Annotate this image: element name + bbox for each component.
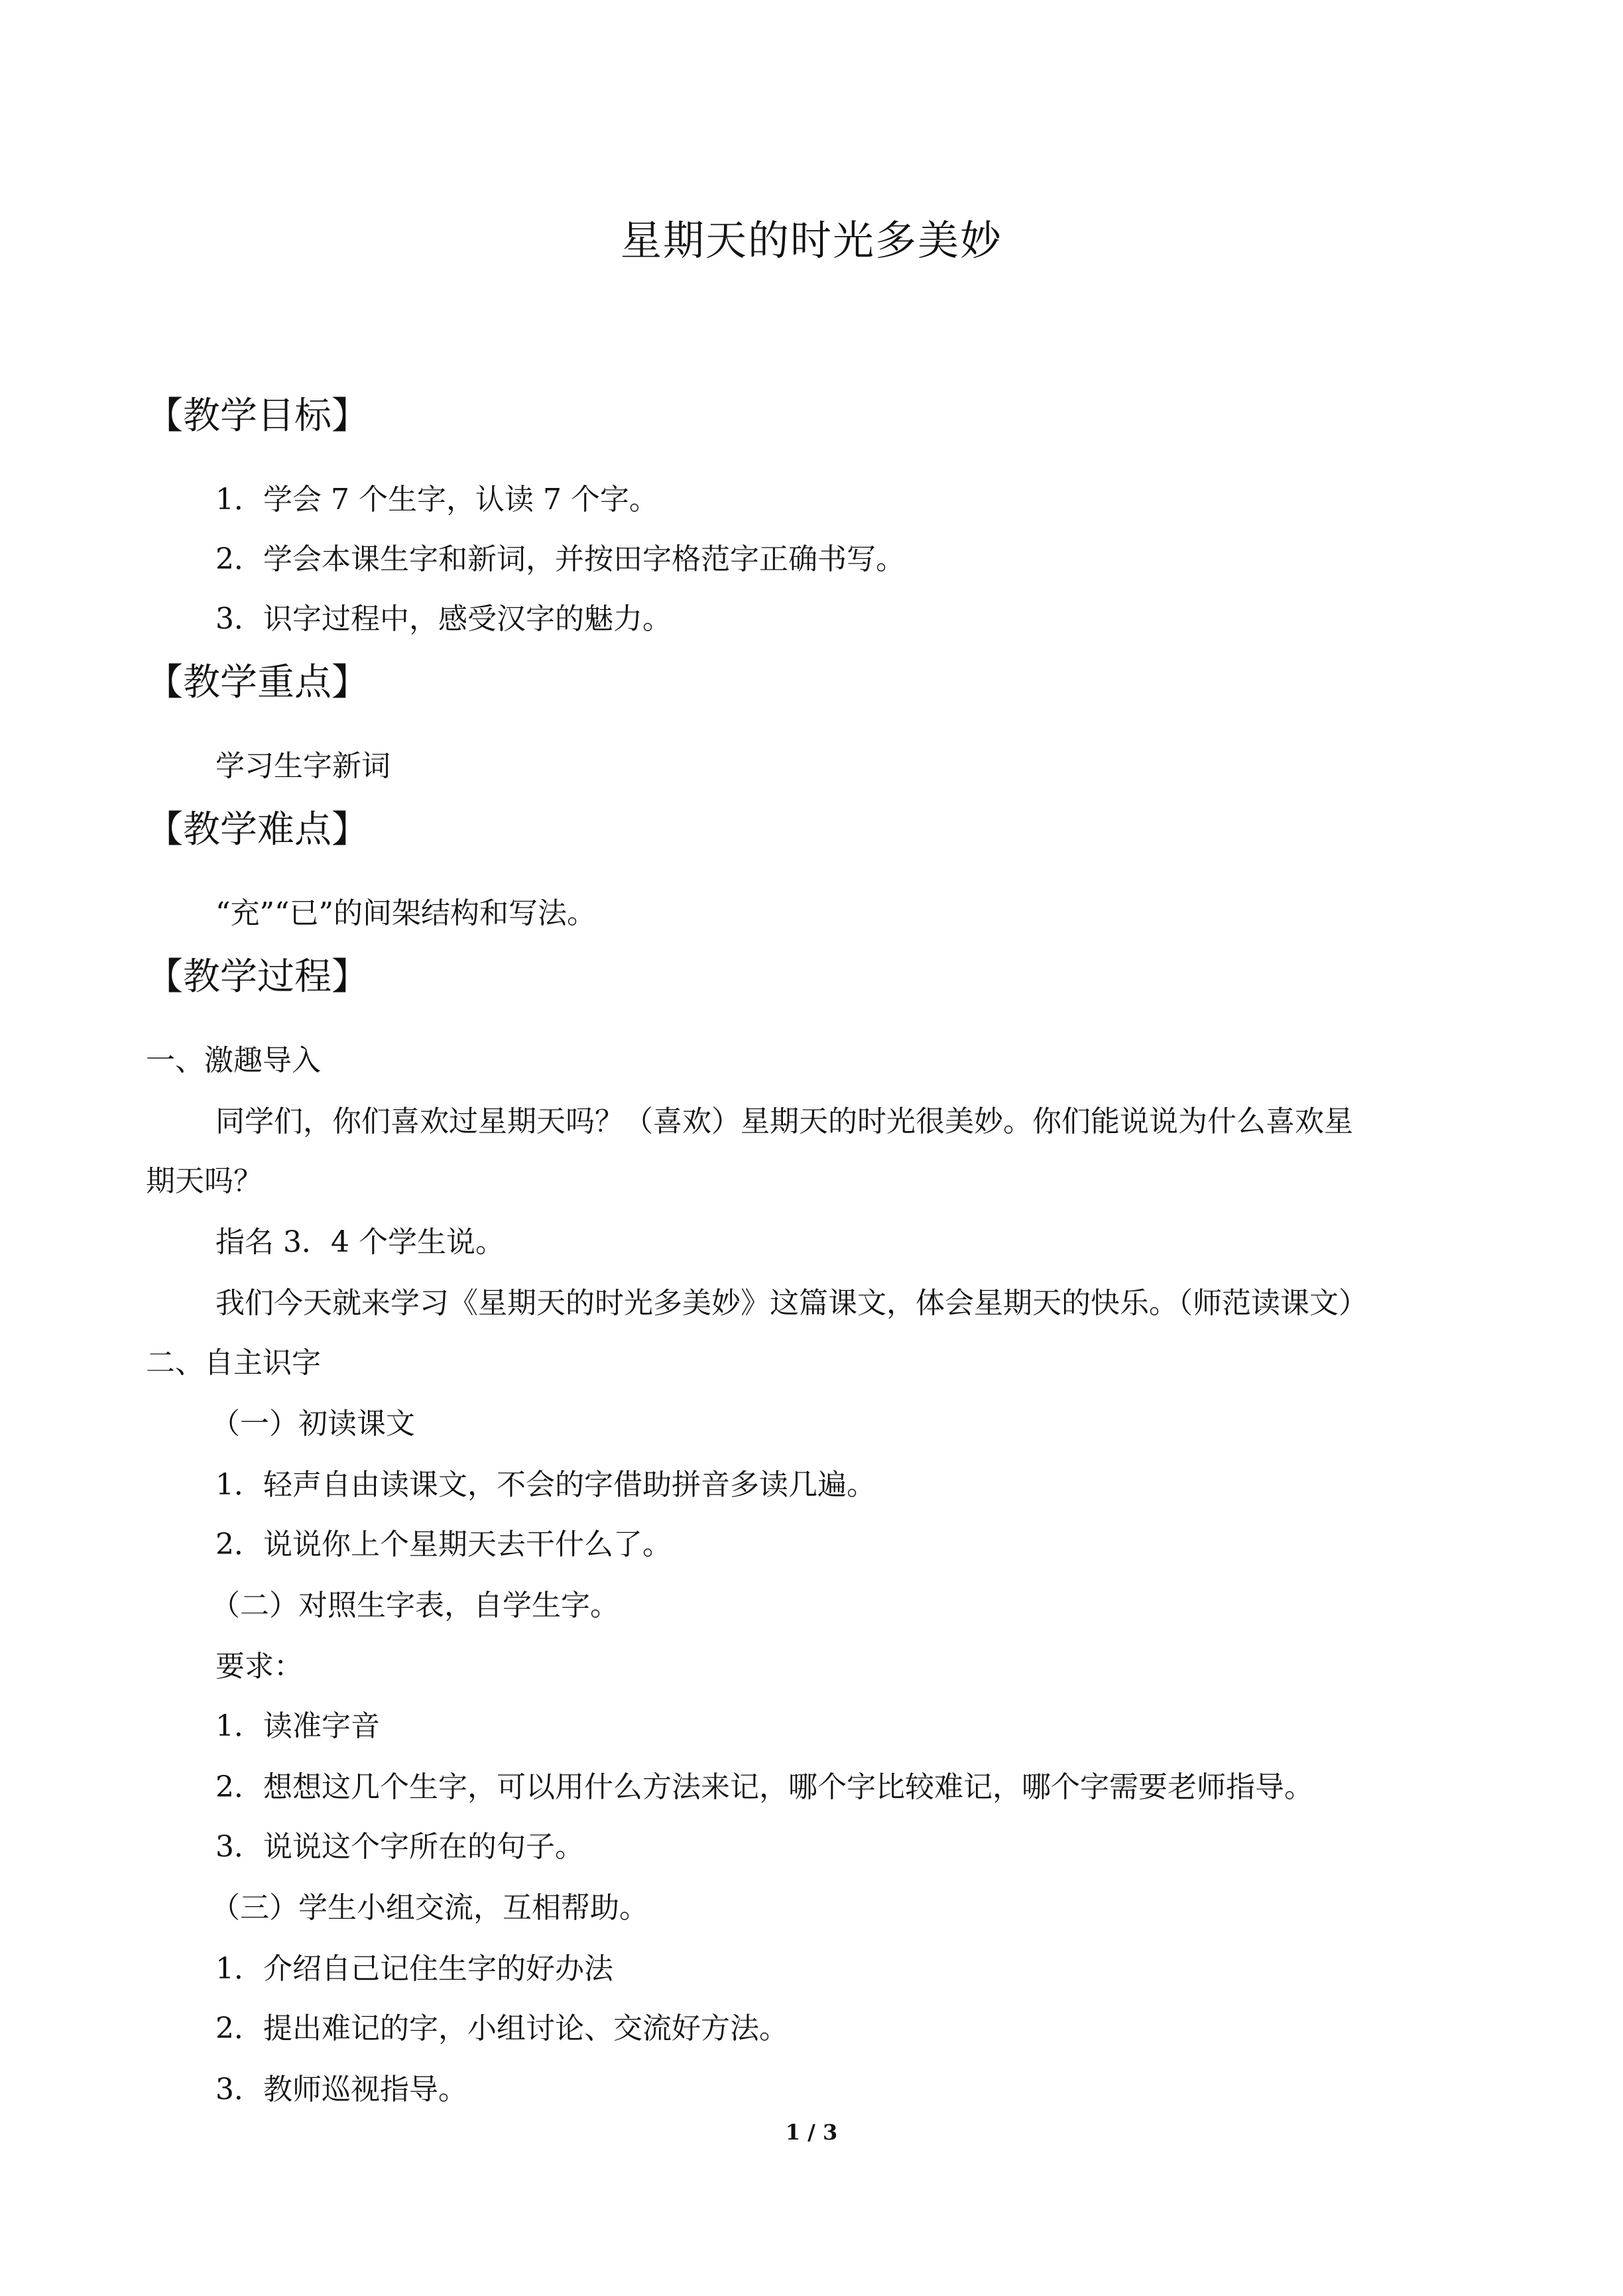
step2-item-2: 2．想想这几个生字，可以用什么方法来记，哪个字比较难记，哪个字需要老师指导。 (215, 1770, 1313, 1804)
step1-item-1: 1．轻声自由读课文，不会的字借助拼音多读几遍。 (215, 1468, 876, 1502)
part1-para1-line1: 同学们，你们喜欢过星期天吗？（喜欢）星期天的时光很美妙。你们能说说为什么喜欢星 (215, 1105, 1353, 1138)
step2-title: （二）对照生字表，自学生字。 (211, 1589, 619, 1622)
step2-item-1: 1．读准字音 (215, 1709, 380, 1743)
heading-key-points: 【教学重点】 (146, 661, 369, 704)
key-points-text: 学习生字新词 (215, 749, 391, 783)
part1-title: 一、激趣导入 (146, 1044, 321, 1077)
step3-item-1: 1．介绍自己记住生字的好办法 (215, 1952, 613, 1986)
step1-title: （一）初读课文 (211, 1407, 415, 1441)
part1-para3: 我们今天就来学习《星期天的时光多美妙》这篇课文，体会星期天的快乐。（师范读课文） (215, 1286, 1368, 1320)
step3-title: （三）学生小组交流，互相帮助。 (211, 1891, 648, 1925)
difficulties-text: “充”“已”的间架结构和写法。 (215, 896, 596, 930)
page-title: 星期天的时光多美妙 (620, 216, 1002, 265)
part1-para1-line2: 期天吗？ (146, 1164, 263, 1198)
step2-req-label: 要求： (215, 1650, 303, 1683)
objective-item-3: 3．识字过程中，感受汉字的魅力。 (215, 602, 672, 636)
objective-item-1: 1．学会 7 个生字，认读 7 个字。 (215, 483, 658, 516)
step1-item-2: 2．说说你上个星期天去干什么了。 (215, 1528, 672, 1561)
heading-process: 【教学过程】 (146, 955, 369, 998)
step3-item-2: 2．提出难记的字，小组讨论、交流好方法。 (215, 2012, 788, 2045)
part1-para2: 指名 3．4 个学生说。 (215, 1225, 505, 1259)
part2-title: 二、自主识字 (146, 1346, 321, 1380)
step3-item-3: 3．教师巡视指导。 (215, 2073, 467, 2106)
page-number: 1 / 3 (785, 2120, 838, 2145)
step2-item-3: 3．说说这个字所在的句子。 (215, 1830, 584, 1864)
objective-item-2: 2．学会本课生字和新词，并按田字格范字正确书写。 (215, 542, 905, 576)
heading-difficulties: 【教学难点】 (146, 808, 369, 851)
heading-objectives: 【教学目标】 (146, 394, 369, 438)
